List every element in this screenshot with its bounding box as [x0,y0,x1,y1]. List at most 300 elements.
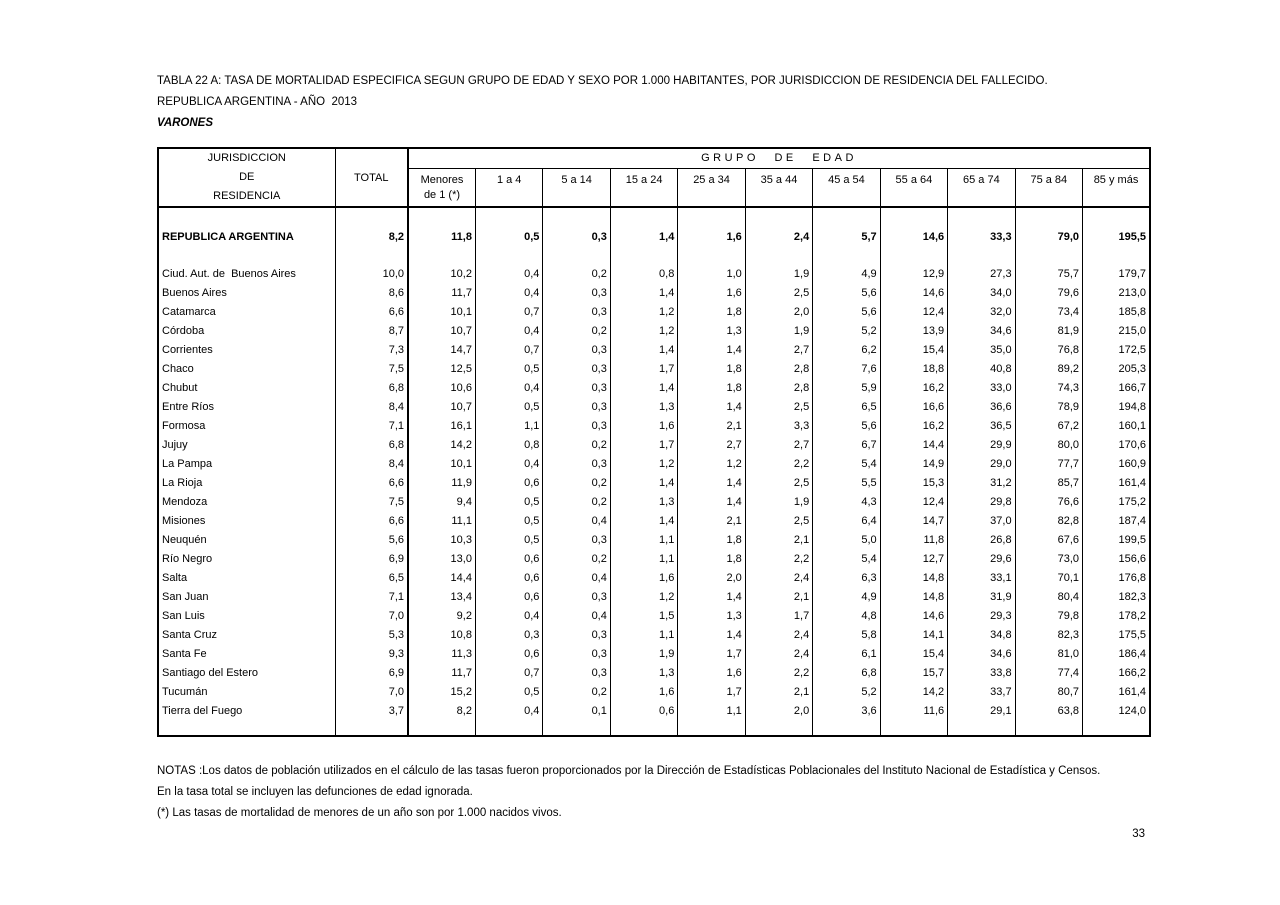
rate-value-cell: 81,9 [1015,321,1082,340]
rate-value-cell: 2,4 [745,625,812,644]
age-column-header-line: 45 a 54 [828,173,865,186]
rate-value-cell: 213,0 [1083,283,1150,302]
rate-value-cell: 0,4 [543,568,610,587]
rate-value-cell: 11,1 [408,511,475,530]
rate-value-cell: 1,6 [678,663,745,682]
total-value-cell: 8,4 [335,397,408,416]
rate-value-cell: 12,4 [880,302,947,321]
table-body [158,207,1150,736]
rate-value-cell: 16,2 [880,378,947,397]
rate-value-cell: 29,0 [948,454,1015,473]
age-column-header-line: 35 a 44 [760,173,798,186]
rate-value-cell: 160,1 [1083,416,1150,435]
rate-value-cell: 32,0 [948,302,1015,321]
rate-value-cell: 33,1 [948,568,1015,587]
rate-value-cell: 166,7 [1083,378,1150,397]
rate-value-cell: 40,8 [948,359,1015,378]
rate-value-cell: 1,8 [678,549,745,568]
rate-value-cell: 2,1 [678,511,745,530]
rate-value-cell: 14,7 [408,340,475,359]
rate-value-cell: 1,9 [745,321,812,340]
rate-value-cell: 1,6 [678,227,745,246]
jurisdiction-cell: Buenos Aires [162,286,227,299]
total-value-cell: 7,3 [335,340,408,359]
age-column-header [475,168,542,207]
rate-value-cell: 14,6 [880,227,947,246]
rate-value-cell: 1,8 [678,530,745,549]
table-row [158,416,1150,435]
spacer-cell [813,720,880,736]
rate-value-cell: 215,0 [1083,321,1150,340]
spacer-cell [158,720,335,736]
age-column-header-line: 85 y más [1093,173,1139,186]
rate-value-cell: 1,4 [678,625,745,644]
rate-value-cell: 1,2 [610,302,677,321]
rate-value-cell: 0,4 [475,701,542,720]
rate-value-cell: 170,6 [1083,435,1150,454]
rate-value-cell: 2,0 [678,568,745,587]
rate-value-cell: 75,7 [1015,264,1082,283]
notes-block [157,761,1151,824]
spacer-cell [678,246,745,264]
rate-value-cell: 1,8 [678,378,745,397]
rate-value-cell: 0,4 [475,454,542,473]
rate-value-cell: 15,4 [880,644,947,663]
rate-value-cell: 2,4 [745,227,812,246]
total-value-cell: 7,1 [335,416,408,435]
rate-value-cell: 14,2 [408,435,475,454]
total-value-cell: 8,2 [335,227,408,246]
rate-value-cell: 1,4 [678,397,745,416]
rate-value-cell: 2,1 [745,530,812,549]
rate-value-cell: 0,3 [543,359,610,378]
rate-value-cell: 34,6 [948,644,1015,663]
rate-value-cell: 14,1 [880,625,947,644]
rate-value-cell: 1,9 [610,644,677,663]
rate-value-cell: 199,5 [1083,530,1150,549]
rate-value-cell: 89,2 [1015,359,1082,378]
rate-value-cell: 4,9 [813,587,880,606]
spacer-cell [813,246,880,264]
jurisdiction-cell: Catamarca [162,305,216,318]
rate-value-cell: 14,9 [880,454,947,473]
spacer-cell [610,207,677,227]
total-value-cell: 3,7 [335,701,408,720]
rate-value-cell: 176,8 [1083,568,1150,587]
age-column-header-line: 5 a 14 [561,173,592,186]
jurisdiction-cell: Río Negro [162,552,213,565]
total-value-cell: 9,3 [335,644,408,663]
rate-value-cell: 0,5 [475,359,542,378]
rate-value-cell: 82,8 [1015,511,1082,530]
rate-value-cell: 175,2 [1083,492,1150,511]
rate-value-cell: 1,8 [678,359,745,378]
age-column-header [813,168,880,207]
rate-value-cell: 80,4 [1015,587,1082,606]
rate-value-cell: 4,3 [813,492,880,511]
jurisdiction-header-line: RESIDENCIA [213,190,281,202]
jurisdiction-cell: Formosa [162,419,206,432]
rate-value-cell: 1,2 [678,454,745,473]
rate-value-cell: 172,5 [1083,340,1150,359]
jurisdiction-cell: Misiones [162,514,206,527]
rate-value-cell: 161,4 [1083,473,1150,492]
rate-value-cell: 6,3 [813,568,880,587]
rate-value-cell: 11,8 [880,530,947,549]
rate-value-cell: 14,2 [880,682,947,701]
rate-value-cell: 0,3 [543,587,610,606]
rate-value-cell: 10,3 [408,530,475,549]
page-content [157,71,1151,845]
spacer-cell [1083,720,1150,736]
spacer-cell [158,246,335,264]
jurisdiction-cell: Mendoza [162,495,208,508]
rate-value-cell: 77,4 [1015,663,1082,682]
rate-value-cell: 77,7 [1015,454,1082,473]
rate-value-cell: 0,5 [475,227,542,246]
rate-value-cell: 166,2 [1083,663,1150,682]
rate-value-cell: 0,7 [475,663,542,682]
rate-value-cell: 178,2 [1083,606,1150,625]
total-value-cell: 5,3 [335,625,408,644]
rate-value-cell: 0,7 [475,340,542,359]
rate-value-cell: 2,7 [745,340,812,359]
rate-value-cell: 10,1 [408,454,475,473]
spacer-cell [948,246,1015,264]
rate-value-cell: 5,6 [813,416,880,435]
spacer-cell [1083,207,1150,227]
rate-value-cell: 14,6 [880,283,947,302]
rate-value-cell: 0,5 [475,682,542,701]
rate-value-cell: 0,2 [543,321,610,340]
spacer-cell [745,207,812,227]
rate-value-cell: 82,3 [1015,625,1082,644]
spacer-row [158,720,1150,736]
rate-value-cell: 29,1 [948,701,1015,720]
total-value-cell: 7,5 [335,492,408,511]
rate-value-cell: 2,4 [745,644,812,663]
rate-value-cell: 0,7 [475,302,542,321]
rate-value-cell: 1,2 [610,587,677,606]
rate-value-cell: 0,3 [543,378,610,397]
age-column-header [678,168,745,207]
table-row [158,606,1150,625]
rate-value-cell: 14,7 [880,511,947,530]
rate-value-cell: 16,6 [880,397,947,416]
rate-value-cell: 15,3 [880,473,947,492]
rate-value-cell: 11,9 [408,473,475,492]
rate-value-cell: 1,3 [610,492,677,511]
rate-value-cell: 5,4 [813,454,880,473]
rate-value-cell: 5,0 [813,530,880,549]
rate-value-cell: 160,9 [1083,454,1150,473]
rate-value-cell: 0,5 [475,530,542,549]
table-row [158,473,1150,492]
rate-value-cell: 1,7 [678,644,745,663]
age-column-header-line: 65 a 74 [963,173,1000,186]
rate-value-cell: 2,1 [745,587,812,606]
jurisdiction-cell: San Luis [162,609,205,622]
rate-value-cell: 29,9 [948,435,1015,454]
spacer-row [158,207,1150,227]
jurisdiction-cell: Chaco [162,362,194,375]
rate-value-cell: 1,2 [610,454,677,473]
rate-value-cell: 8,2 [408,701,475,720]
age-column-header-line: 75 a 84 [1030,173,1068,186]
spacer-row [158,246,1150,264]
spacer-cell [543,246,610,264]
rate-value-cell: 2,2 [745,549,812,568]
rate-value-cell: 1,5 [610,606,677,625]
rate-value-cell: 1,4 [610,378,677,397]
rate-value-cell: 0,8 [610,264,677,283]
rate-value-cell: 11,3 [408,644,475,663]
rate-value-cell: 0,3 [543,283,610,302]
rate-value-cell: 11,7 [408,283,475,302]
spacer-cell [678,207,745,227]
total-value-cell: 6,9 [335,549,408,568]
rate-value-cell: 0,6 [475,549,542,568]
age-column-header-line: 55 a 64 [895,173,933,186]
rate-value-cell: 12,7 [880,549,947,568]
rate-value-cell: 34,0 [948,283,1015,302]
rate-value-cell: 33,0 [948,378,1015,397]
rate-value-cell: 29,6 [948,549,1015,568]
rate-value-cell: 0,6 [475,568,542,587]
mortality-rate-table [157,147,1151,737]
rate-value-cell: 14,8 [880,587,947,606]
jurisdiction-cell: Tierra del Fuego [162,704,243,717]
rate-value-cell: 1,9 [745,492,812,511]
rate-value-cell: 5,4 [813,549,880,568]
total-value-cell: 5,6 [335,530,408,549]
spacer-cell [408,207,475,227]
age-column-header [880,168,947,207]
rate-value-cell: 10,7 [408,321,475,340]
rate-value-cell: 13,0 [408,549,475,568]
total-value-cell: 10,0 [335,264,408,283]
rate-value-cell: 0,4 [543,606,610,625]
age-column-header-line: 15 a 24 [625,173,663,186]
jurisdiction-cell: Ciud. Aut. de Buenos Aires [162,267,296,280]
rate-value-cell: 2,5 [745,511,812,530]
rate-value-cell: 205,3 [1083,359,1150,378]
rate-value-cell: 0,3 [543,227,610,246]
rate-value-cell: 1,6 [610,568,677,587]
total-value-cell: 8,7 [335,321,408,340]
table-row [158,378,1150,397]
age-column-header [610,168,677,207]
rate-value-cell: 1,3 [678,321,745,340]
rate-value-cell: 2,5 [745,473,812,492]
spacer-cell [610,720,677,736]
total-value-cell: 7,1 [335,587,408,606]
table-row [158,568,1150,587]
rate-value-cell: 80,0 [1015,435,1082,454]
rate-value-cell: 1,4 [678,340,745,359]
rate-value-cell: 0,6 [475,587,542,606]
spacer-cell [1083,246,1150,264]
rate-value-cell: 85,7 [1015,473,1082,492]
rate-value-cell: 0,4 [475,264,542,283]
rate-value-cell: 67,2 [1015,416,1082,435]
spacer-cell [543,720,610,736]
rate-value-cell: 76,8 [1015,340,1082,359]
rate-value-cell: 16,2 [880,416,947,435]
rate-value-cell: 35,0 [948,340,1015,359]
jurisdiction-column-header [158,148,335,207]
rate-value-cell: 0,2 [543,492,610,511]
rate-value-cell: 15,7 [880,663,947,682]
rate-value-cell: 1,1 [678,701,745,720]
rate-value-cell: 27,3 [948,264,1015,283]
table-header [158,148,1150,207]
rate-value-cell: 2,7 [678,435,745,454]
rate-value-cell: 0,2 [543,473,610,492]
rate-value-cell: 179,7 [1083,264,1150,283]
rate-value-cell: 0,8 [475,435,542,454]
jurisdiction-cell: Salta [162,571,188,584]
total-value-cell: 6,9 [335,663,408,682]
jurisdiction-cell: Chubut [162,381,198,394]
rate-value-cell: 29,8 [948,492,1015,511]
rate-value-cell: 33,8 [948,663,1015,682]
rate-value-cell: 156,6 [1083,549,1150,568]
rate-value-cell: 185,8 [1083,302,1150,321]
rate-value-cell: 0,6 [475,644,542,663]
table-row [158,321,1150,340]
table-row [158,454,1150,473]
jurisdiction-cell: San Juan [162,590,209,603]
table-row [158,435,1150,454]
rate-value-cell: 0,3 [543,625,610,644]
rate-value-cell: 0,1 [543,701,610,720]
rate-value-cell: 0,3 [543,663,610,682]
spacer-cell [335,246,408,264]
spacer-cell [158,207,335,227]
total-value-cell: 6,8 [335,435,408,454]
rate-value-cell: 2,5 [745,283,812,302]
rate-value-cell: 1,6 [610,416,677,435]
rate-value-cell: 1,4 [610,511,677,530]
rate-value-cell: 4,9 [813,264,880,283]
table-row [158,587,1150,606]
rate-value-cell: 7,6 [813,359,880,378]
rate-value-cell: 31,2 [948,473,1015,492]
age-column-header [745,168,812,207]
rate-value-cell: 5,7 [813,227,880,246]
total-value-cell: 6,6 [335,473,408,492]
table-row [158,340,1150,359]
rate-value-cell: 73,0 [1015,549,1082,568]
rate-value-cell: 11,7 [408,663,475,682]
rate-value-cell: 0,3 [543,454,610,473]
rate-value-cell: 0,3 [543,340,610,359]
rate-value-cell: 1,4 [610,227,677,246]
jurisdiction-cell: Corrientes [162,343,213,356]
rate-value-cell: 10,7 [408,397,475,416]
spacer-cell [880,207,947,227]
rate-value-cell: 80,7 [1015,682,1082,701]
rate-value-cell: 124,0 [1083,701,1150,720]
age-column-header [543,168,610,207]
rate-value-cell: 0,3 [543,397,610,416]
total-value-cell: 7,0 [335,606,408,625]
age-column-header-line: 1 a 4 [496,173,522,186]
total-value-cell: 7,0 [335,682,408,701]
rate-value-cell: 187,4 [1083,511,1150,530]
spacer-cell [948,207,1015,227]
rate-value-cell: 1,4 [610,340,677,359]
rate-value-cell: 5,6 [813,302,880,321]
spacer-cell [408,720,475,736]
rate-value-cell: 33,7 [948,682,1015,701]
rate-value-cell: 1,0 [678,264,745,283]
total-column-header: TOTAL [335,148,408,207]
rate-value-cell: 34,8 [948,625,1015,644]
rate-value-cell: 2,0 [745,701,812,720]
rate-value-cell: 1,6 [610,682,677,701]
rate-value-cell: 0,3 [543,530,610,549]
note-line: NOTAS :Los datos de población utilizados en el cálculo de las tasas fueron proporcionados por la Dirección de Estadísticas Poblacionales del Instituto Nacional de Estadística y Censos. [157,765,1101,777]
spacer-cell [880,720,947,736]
rate-value-cell: 14,8 [880,568,947,587]
rate-value-cell: 0,4 [475,321,542,340]
jurisdiction-cell: La Pampa [162,457,213,470]
rate-value-cell: 0,2 [543,549,610,568]
note-line: (*) Las tasas de mortalidad de menores de un año son por 1.000 nacidos vivos. [157,807,562,819]
rate-value-cell: 78,9 [1015,397,1082,416]
summary-row [158,227,1150,246]
rate-value-cell: 5,2 [813,321,880,340]
rate-value-cell: 2,0 [745,302,812,321]
rate-value-cell: 11,6 [880,701,947,720]
rate-value-cell: 1,7 [678,682,745,701]
spacer-cell [1015,207,1082,227]
rate-value-cell: 6,2 [813,340,880,359]
rate-value-cell: 1,3 [610,663,677,682]
rate-value-cell: 37,0 [948,511,1015,530]
rate-value-cell: 0,5 [475,492,542,511]
table-row [158,663,1150,682]
table-row [158,511,1150,530]
rate-value-cell: 6,7 [813,435,880,454]
rate-value-cell: 3,3 [745,416,812,435]
total-value-cell: 6,6 [335,302,408,321]
rate-value-cell: 1,1 [610,625,677,644]
rate-value-cell: 0,3 [475,625,542,644]
rate-value-cell: 33,3 [948,227,1015,246]
table-row [158,302,1150,321]
table-row [158,644,1150,663]
table-row [158,625,1150,644]
rate-value-cell: 2,8 [745,359,812,378]
rate-value-cell: 15,2 [408,682,475,701]
rate-value-cell: 0,3 [543,644,610,663]
rate-value-cell: 6,4 [813,511,880,530]
rate-value-cell: 29,3 [948,606,1015,625]
age-column-header [1083,168,1150,207]
rate-value-cell: 5,2 [813,682,880,701]
rate-value-cell: 76,6 [1015,492,1082,511]
rate-value-cell: 11,8 [408,227,475,246]
page-number: 33 [1132,828,1145,840]
rate-value-cell: 1,9 [745,264,812,283]
rate-value-cell: 6,8 [813,663,880,682]
age-column-header-line: 25 a 34 [693,173,730,186]
rate-value-cell: 0,6 [610,701,677,720]
table-row [158,549,1150,568]
